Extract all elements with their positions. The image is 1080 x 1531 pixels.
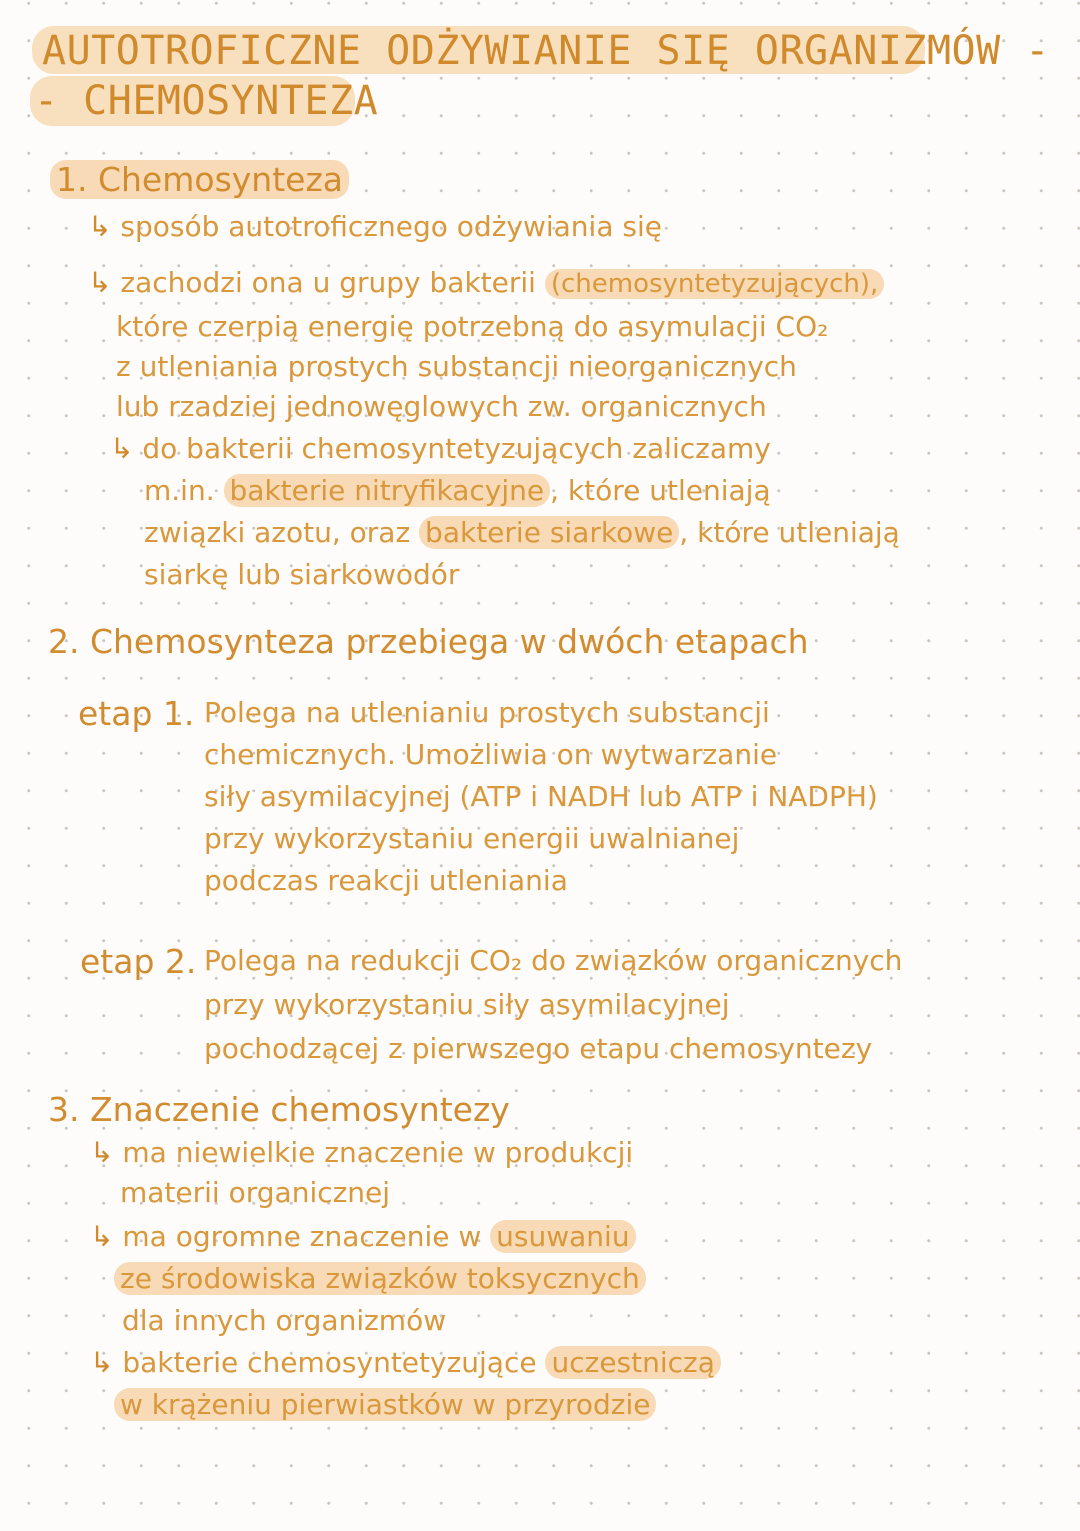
s3-bullet-1-line-1 [90, 1136, 633, 1169]
arrow-icon: ↳ [88, 210, 112, 243]
s3-bullet-1-line-2: materii organicznej [120, 1176, 391, 1209]
s3-bullet-2-line-1 [90, 1220, 636, 1253]
highlight-uczestnicza: uczestniczą [545, 1346, 720, 1379]
etap-1-line-1: Polega na utlenianiu prostych substancji [204, 696, 770, 729]
s1-sub-text-c1: związki azotu, oraz [144, 516, 411, 549]
s1-bullet-2-text-a: zachodzi ona u grupy bakterii [120, 266, 536, 299]
s3-bullet-3-text: bakterie chemosyntetyzujące [122, 1346, 537, 1379]
s1-bullet-2-line-3: z utleniania prostych substancji nieorganicznych [116, 350, 797, 383]
arrow-icon: ↳ [90, 1220, 114, 1253]
etap-1-label: etap 1. [78, 694, 195, 733]
etap-2-line-3: pochodzącej z pierwszego etapu chemosyntezy [204, 1032, 873, 1065]
s1-bullet-2-line-1 [88, 266, 884, 299]
highlight-chemosyntetyzujacych: (chemosyntetyzujących), [545, 269, 884, 299]
s1-sub-line-1 [110, 432, 771, 465]
etap-2-label: etap 2. [80, 942, 197, 981]
arrow-icon: ↳ [90, 1346, 114, 1379]
highlight-toxic-compounds: ze środowiska związków toksycznych [114, 1262, 646, 1295]
s3-bullet-2-line-2 [114, 1262, 646, 1295]
page-title-continued: - CHEMOSYNTEZA [34, 78, 379, 124]
etap-1-line-3: siły asymilacyjnej (ATP i NADH lub ATP i NADPH) [204, 780, 878, 813]
s3-bullet-1-text: ma niewielkie znaczenie w produkcji [122, 1136, 634, 1169]
s1-bullet-2-line-2: które czerpią energię potrzebną do asymulacji CO₂ [116, 310, 829, 343]
arrow-icon: ↳ [90, 1136, 114, 1169]
highlight-usuwaniu: usuwaniu [490, 1220, 635, 1253]
etap-1-line-5: podczas reakcji utleniania [204, 864, 568, 897]
s1-sub-line-3 [144, 516, 900, 549]
section-2-heading: 2. Chemosynteza przebiega w dwóch etapach [48, 622, 809, 661]
etap-1-line-4: przy wykorzystaniu energii uwalnianej [204, 822, 740, 855]
arrow-icon: ↳ [88, 266, 112, 299]
s1-sub-text-b2: , które utleniają [550, 474, 771, 507]
highlight-bakterie-siarkowe: bakterie siarkowe [419, 516, 679, 549]
highlight-bakterie-nitryfikacyjne: bakterie nitryfikacyjne [224, 474, 551, 507]
s1-sub-text-a: do bakterii chemosyntetyzujących zaliczamy [142, 432, 771, 465]
etap-2-line-2: przy wykorzystaniu siły asymilacyjnej [204, 988, 730, 1021]
section-1-heading-text: 1. Chemosynteza [50, 160, 349, 199]
s1-sub-text-b1: m.in. [144, 474, 215, 507]
page-title: AUTOTROFICZNE ODŻYWIANIE SIĘ ORGANIZMÓW - [42, 28, 1050, 74]
curved-arrow-icon: ↳ [110, 432, 134, 465]
s3-bullet-2-line-3: dla innych organizmów [122, 1304, 447, 1337]
highlight-element-cycling: w krążeniu pierwiastków w przyrodzie [114, 1388, 656, 1421]
etap-2-line-1: Polega na redukcji CO₂ do związków organicznych [204, 944, 903, 977]
s3-bullet-2-text: ma ogromne znaczenie w [122, 1220, 482, 1253]
s1-bullet-1 [88, 210, 662, 243]
s1-sub-line-4: siarkę lub siarkowodór [144, 558, 460, 591]
s3-bullet-3-line-2 [114, 1388, 656, 1421]
s1-sub-text-c2: , które utleniają [679, 516, 900, 549]
s1-bullet-2-line-4: lub rzadziej jednowęglowych zw. organicznych [116, 390, 767, 423]
s3-bullet-3-line-1 [90, 1346, 721, 1379]
etap-1-line-2: chemicznych. Umożliwia on wytwarzanie [204, 738, 778, 771]
section-1-heading [50, 160, 349, 199]
s1-bullet-1-text: sposób autotroficznego odżywiania się [120, 210, 662, 243]
section-3-heading: 3. Znaczenie chemosyntezy [48, 1090, 510, 1129]
s1-sub-line-2 [144, 474, 771, 507]
